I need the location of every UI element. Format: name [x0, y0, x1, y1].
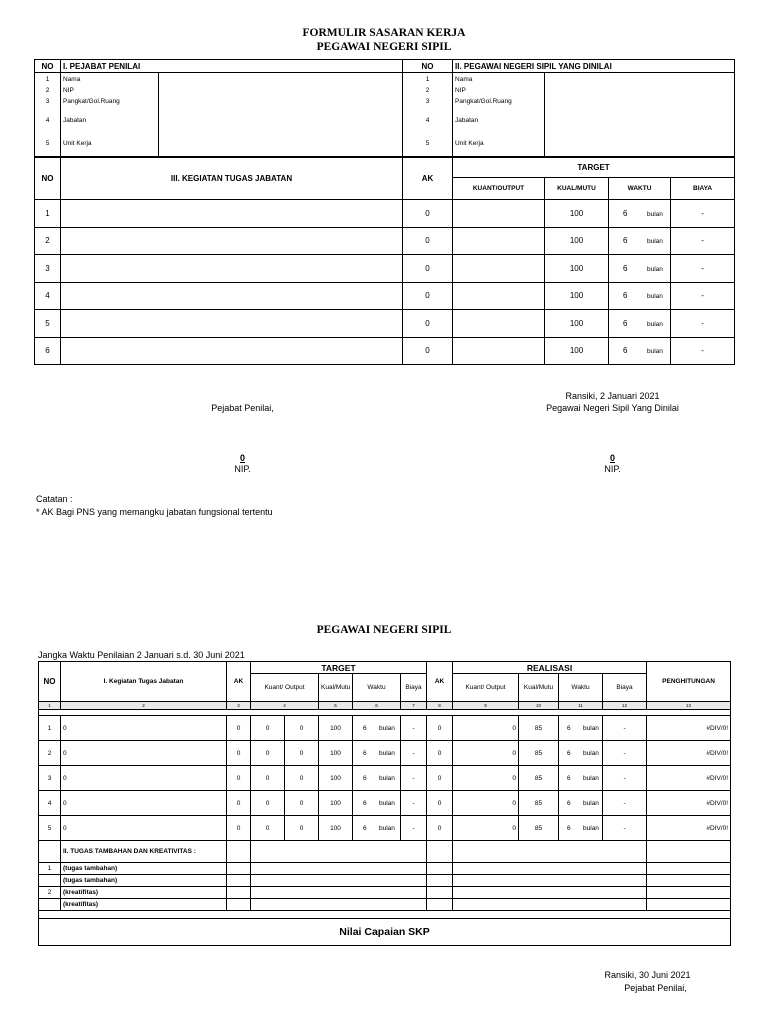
row-kual: 100	[319, 791, 353, 816]
row-waktu-real-value: 6	[567, 749, 571, 757]
pejabat-role: Pejabat Penilai,	[211, 403, 274, 413]
row-biaya: -	[401, 766, 427, 791]
row-kegiatan	[61, 255, 403, 283]
notes-title: Catatan :	[36, 494, 73, 504]
target-header: TARGET	[251, 662, 427, 674]
row-waktu-unit: bulan	[379, 724, 395, 732]
col-number: 2	[61, 702, 227, 710]
row-kegiatan: 0	[61, 716, 227, 741]
cell	[647, 841, 731, 863]
row-kual: 100	[319, 716, 353, 741]
row-kuant-real: 0	[453, 766, 519, 791]
realisasi-row	[39, 741, 731, 766]
row-penghitungan: #DIV/0!	[647, 816, 731, 841]
ak-header: AK	[403, 158, 453, 200]
cell	[647, 875, 731, 887]
row-waktu	[609, 200, 671, 228]
row-waktu-real-value: 6	[567, 724, 571, 732]
identity-numbers-2: 1 2 3 4 5	[403, 73, 453, 157]
row-kegiatan: 0	[61, 791, 227, 816]
row-kual-real: 85	[519, 741, 559, 766]
row-kuant-1: 0	[251, 716, 285, 741]
pejabat-nip: NIP.	[234, 464, 251, 474]
row-kuant-1: 0	[251, 766, 285, 791]
realisasi-row	[39, 791, 731, 816]
extra-row	[39, 887, 731, 899]
row-kegiatan: 0	[61, 766, 227, 791]
pegawai-values	[545, 73, 735, 157]
col-number: 11	[559, 702, 603, 710]
row-kuant-2: 0	[285, 791, 319, 816]
row-waktu	[609, 282, 671, 310]
row-ak: 0	[227, 716, 251, 741]
biaya-header: BIAYA	[671, 178, 735, 200]
row-waktu-value: 6	[623, 236, 628, 246]
row-ak: 0	[403, 282, 453, 310]
row-waktu-unit: bulan	[647, 210, 663, 218]
cell	[251, 887, 427, 899]
row-ak-real: 0	[427, 766, 453, 791]
row-waktu-real-unit: bulan	[583, 724, 599, 732]
extra-no: 2	[39, 887, 61, 899]
row-kuant	[453, 282, 545, 310]
row-ak: 0	[403, 255, 453, 283]
col-number: 1	[39, 702, 61, 710]
row-kuant	[453, 200, 545, 228]
cell	[647, 887, 731, 899]
row-kuant	[453, 255, 545, 283]
row-waktu-real-value: 6	[567, 824, 571, 832]
col-number: 6	[353, 702, 401, 710]
row-kegiatan	[61, 282, 403, 310]
col-no: NO	[39, 662, 61, 702]
row-ak-real: 0	[427, 816, 453, 841]
col-number: 12	[603, 702, 647, 710]
extra-row	[39, 863, 731, 875]
waktu-header: WAKTU	[609, 178, 671, 200]
row-no: 2	[35, 227, 61, 255]
place-date: Ransiki, 2 Januari 2021	[565, 391, 660, 401]
row-waktu	[609, 337, 671, 365]
row-kuant-2: 0	[285, 766, 319, 791]
cell	[251, 841, 427, 863]
row-kual: 100	[545, 227, 609, 255]
row-kual-real: 85	[519, 791, 559, 816]
cell	[647, 863, 731, 875]
row-kuant-real: 0	[453, 816, 519, 841]
row-waktu-real-unit: bulan	[583, 799, 599, 807]
kegiatan-row	[35, 337, 735, 365]
row-kuant	[453, 227, 545, 255]
kegiatan-table	[34, 157, 735, 365]
nilai-capaian: Nilai Capaian SKP	[39, 919, 731, 946]
row-kuant	[453, 337, 545, 365]
kegiatan-row	[35, 200, 735, 228]
cell	[427, 863, 453, 875]
realisasi-row	[39, 766, 731, 791]
col-no: NO	[35, 158, 61, 200]
row-ak: 0	[403, 310, 453, 338]
row-waktu-unit: bulan	[647, 238, 663, 246]
extra-no	[39, 899, 61, 911]
row-penghitungan: #DIV/0!	[647, 791, 731, 816]
row-waktu-value: 6	[623, 346, 628, 356]
row-ak: 0	[227, 766, 251, 791]
row-kual-real: 85	[519, 716, 559, 741]
row-waktu-real-unit: bulan	[583, 774, 599, 782]
biaya-header-2: Biaya	[603, 674, 647, 702]
extra-no: 1	[39, 863, 61, 875]
row-kual: 100	[319, 816, 353, 841]
row-ak-real: 0	[427, 741, 453, 766]
row-waktu-value: 6	[363, 799, 367, 807]
pejabat-name: 0	[239, 453, 245, 463]
row-kuant-real: 0	[453, 716, 519, 741]
pejabat-header: I. PEJABAT PENILAI	[61, 60, 403, 73]
ak-header: AK	[227, 662, 251, 702]
row-waktu-unit: bulan	[379, 824, 395, 832]
period: Jangka Waktu Penilaian 2 Januari s.d. 30 Juni 2021	[38, 650, 245, 660]
kegiatan-header: III. KEGIATAN TUGAS JABATAN	[61, 158, 403, 200]
row-waktu-value: 6	[623, 318, 628, 328]
form-title: FORMULIR SASARAN KERJA	[302, 27, 466, 39]
col-number: 13	[647, 702, 731, 710]
penghitungan-header: PENGHITUNGAN	[647, 662, 731, 702]
waktu-header: Waktu	[353, 674, 401, 702]
row-kuant-1: 0	[251, 791, 285, 816]
row-kuant-real: 0	[453, 741, 519, 766]
cell	[427, 875, 453, 887]
row-no: 3	[35, 255, 61, 283]
row-kegiatan	[61, 337, 403, 365]
extra-no	[39, 875, 61, 887]
extra-row	[39, 899, 731, 911]
extra-label: (tugas tambahan)	[61, 863, 227, 875]
row-waktu-value: 6	[363, 724, 367, 732]
row-ak: 0	[227, 816, 251, 841]
row-waktu-real-unit: bulan	[583, 749, 599, 757]
col-number: 3	[227, 702, 251, 710]
row-kual: 100	[545, 282, 609, 310]
row-kual: 100	[545, 337, 609, 365]
row-kegiatan: 0	[61, 741, 227, 766]
row-no: 6	[35, 337, 61, 365]
row-waktu-real	[559, 816, 603, 841]
row-waktu-unit: bulan	[647, 348, 663, 356]
row-waktu	[609, 227, 671, 255]
realisasi-row	[39, 816, 731, 841]
row-kual: 100	[545, 200, 609, 228]
cell	[453, 875, 647, 887]
extra-label: (kreatifitas)	[61, 899, 227, 911]
row-no: 4	[39, 791, 61, 816]
identity-labels: Nama NIP Pangkat/Gol.Ruang Jabatan Unit Kerja	[61, 73, 159, 157]
row-biaya: -	[671, 282, 735, 310]
col-no-2: NO	[403, 60, 453, 73]
pegawai-role: Pegawai Negeri Sipil Yang Dinilai	[546, 403, 679, 413]
pegawai-name: 0	[609, 453, 615, 463]
realisasi-table	[38, 661, 731, 946]
row-waktu-value: 6	[623, 263, 628, 273]
row-biaya-real: -	[603, 816, 647, 841]
extra-label: (tugas tambahan)	[61, 875, 227, 887]
row-ak: 0	[227, 791, 251, 816]
pejabat-role-2: Pejabat Penilai,	[624, 983, 687, 993]
row-waktu-real-unit: bulan	[583, 824, 599, 832]
row-kual-real: 85	[519, 766, 559, 791]
row-kegiatan: 0	[61, 816, 227, 841]
row-no: 2	[39, 741, 61, 766]
row-biaya-real: -	[603, 766, 647, 791]
row-ak: 0	[227, 741, 251, 766]
row-ak-real: 0	[427, 791, 453, 816]
row-kuant-2: 0	[285, 816, 319, 841]
row-kuant-1: 0	[251, 816, 285, 841]
row-kuant-real: 0	[453, 791, 519, 816]
pejabat-values	[159, 73, 403, 157]
cell	[227, 887, 251, 899]
row-waktu-real	[559, 716, 603, 741]
row-no: 1	[39, 716, 61, 741]
cell	[251, 863, 427, 875]
row-waktu-unit: bulan	[647, 293, 663, 301]
row-kegiatan	[61, 200, 403, 228]
row-biaya: -	[671, 227, 735, 255]
row-waktu	[353, 741, 401, 766]
kegiatan-row	[35, 310, 735, 338]
row-no: 5	[35, 310, 61, 338]
row-biaya: -	[671, 337, 735, 365]
cell	[453, 863, 647, 875]
place-date-2: Ransiki, 30 Juni 2021	[604, 970, 691, 980]
row-waktu	[609, 255, 671, 283]
row-ak: 0	[403, 227, 453, 255]
row-biaya: -	[671, 200, 735, 228]
row-biaya-real: -	[603, 741, 647, 766]
kegiatan-row	[35, 255, 735, 283]
row-waktu	[353, 766, 401, 791]
row-kual: 100	[545, 255, 609, 283]
biaya-header: Biaya	[401, 674, 427, 702]
row-waktu-unit: bulan	[647, 320, 663, 328]
row-biaya: -	[401, 816, 427, 841]
kuant-header-2: Kuant/ Output	[453, 674, 519, 702]
row-kuant-2: 0	[285, 716, 319, 741]
row-penghitungan: #DIV/0!	[647, 766, 731, 791]
kegiatan-row	[35, 282, 735, 310]
row-waktu-real-value: 6	[567, 774, 571, 782]
pegawai-header: II. PEGAWAI NEGERI SIPIL YANG DINILAI	[453, 60, 735, 73]
row-biaya-real: -	[603, 791, 647, 816]
row-kual: 100	[319, 766, 353, 791]
form2-title: PEGAWAI NEGERI SIPIL	[316, 624, 452, 636]
realisasi-row	[39, 716, 731, 741]
col-number: 8	[427, 702, 453, 710]
row-kegiatan	[61, 227, 403, 255]
row-ak: 0	[403, 200, 453, 228]
cell	[427, 887, 453, 899]
row-kuant-2: 0	[285, 741, 319, 766]
col-number: 9	[453, 702, 519, 710]
row-waktu-unit: bulan	[379, 749, 395, 757]
spacer-row	[39, 911, 731, 919]
row-kuant-1: 0	[251, 741, 285, 766]
row-kegiatan	[61, 310, 403, 338]
row-biaya: -	[401, 791, 427, 816]
row-kuant	[453, 310, 545, 338]
row-waktu-unit: bulan	[647, 265, 663, 273]
cell	[647, 899, 731, 911]
row-waktu-value: 6	[623, 291, 628, 301]
cell	[427, 841, 453, 863]
row-waktu-value: 6	[363, 749, 367, 757]
extra-row	[39, 875, 731, 887]
row-no: 1	[35, 200, 61, 228]
cell	[453, 887, 647, 899]
col-number: 4	[251, 702, 319, 710]
target-header: TARGET	[453, 158, 735, 178]
col-number: 7	[401, 702, 427, 710]
identity-numbers: 1 2 3 4 5	[35, 73, 61, 157]
row-waktu-unit: bulan	[379, 799, 395, 807]
tambahan-no-cell	[39, 841, 61, 863]
col-number: 10	[519, 702, 559, 710]
row-kual-real: 85	[519, 816, 559, 841]
kual-header-2: Kual/Mutu	[519, 674, 559, 702]
cell	[227, 841, 251, 863]
form-subtitle: PEGAWAI NEGERI SIPIL	[316, 41, 452, 53]
row-no: 3	[39, 766, 61, 791]
col-number: 5	[319, 702, 353, 710]
row-waktu	[353, 716, 401, 741]
row-waktu-value: 6	[623, 208, 628, 218]
row-biaya: -	[671, 255, 735, 283]
kual-header: KUAL/MUTU	[545, 178, 609, 200]
cell	[453, 841, 647, 863]
row-waktu-real	[559, 766, 603, 791]
row-waktu	[609, 310, 671, 338]
row-penghitungan: #DIV/0!	[647, 716, 731, 741]
ak-header-2: AK	[427, 662, 453, 702]
identity-labels-2: Nama NIP Pangkat/Gol.Ruang Jabatan Unit Kerja	[453, 73, 545, 157]
row-kual: 100	[319, 741, 353, 766]
kegiatan-header: I. Kegiatan Tugas Jabatan	[61, 662, 227, 702]
row-biaya: -	[671, 310, 735, 338]
row-biaya: -	[401, 716, 427, 741]
kegiatan-row	[35, 227, 735, 255]
row-waktu-real	[559, 741, 603, 766]
row-ak-real: 0	[427, 716, 453, 741]
row-penghitungan: #DIV/0!	[647, 741, 731, 766]
cell	[427, 899, 453, 911]
row-waktu	[353, 816, 401, 841]
row-waktu-real	[559, 791, 603, 816]
row-waktu-value: 6	[363, 824, 367, 832]
identity-table	[34, 59, 735, 157]
row-no: 5	[39, 816, 61, 841]
pegawai-nip: NIP.	[604, 464, 621, 474]
row-waktu-value: 6	[363, 774, 367, 782]
row-waktu-unit: bulan	[379, 774, 395, 782]
row-ak: 0	[403, 337, 453, 365]
kual-header: Kual/Mutu	[319, 674, 353, 702]
realisasi-header: REALISASI	[453, 662, 647, 674]
row-no: 4	[35, 282, 61, 310]
tambahan-header: II. TUGAS TAMBAHAN DAN KREATIVITAS :	[61, 841, 227, 863]
col-no: NO	[35, 60, 61, 73]
row-waktu	[353, 791, 401, 816]
waktu-header-2: Waktu	[559, 674, 603, 702]
notes-line: * AK Bagi PNS yang memangku jabatan fungsional tertentu	[36, 507, 273, 517]
cell	[453, 899, 647, 911]
kuant-header: Kuant/ Output	[251, 674, 319, 702]
cell	[251, 875, 427, 887]
row-kual: 100	[545, 310, 609, 338]
extra-label: (kreatifitas)	[61, 887, 227, 899]
cell	[227, 863, 251, 875]
cell	[227, 899, 251, 911]
row-waktu-real-value: 6	[567, 799, 571, 807]
kuant-header: KUANT/OUTPUT	[453, 178, 545, 200]
row-biaya: -	[401, 741, 427, 766]
cell	[227, 875, 251, 887]
cell	[251, 899, 427, 911]
row-biaya-real: -	[603, 716, 647, 741]
